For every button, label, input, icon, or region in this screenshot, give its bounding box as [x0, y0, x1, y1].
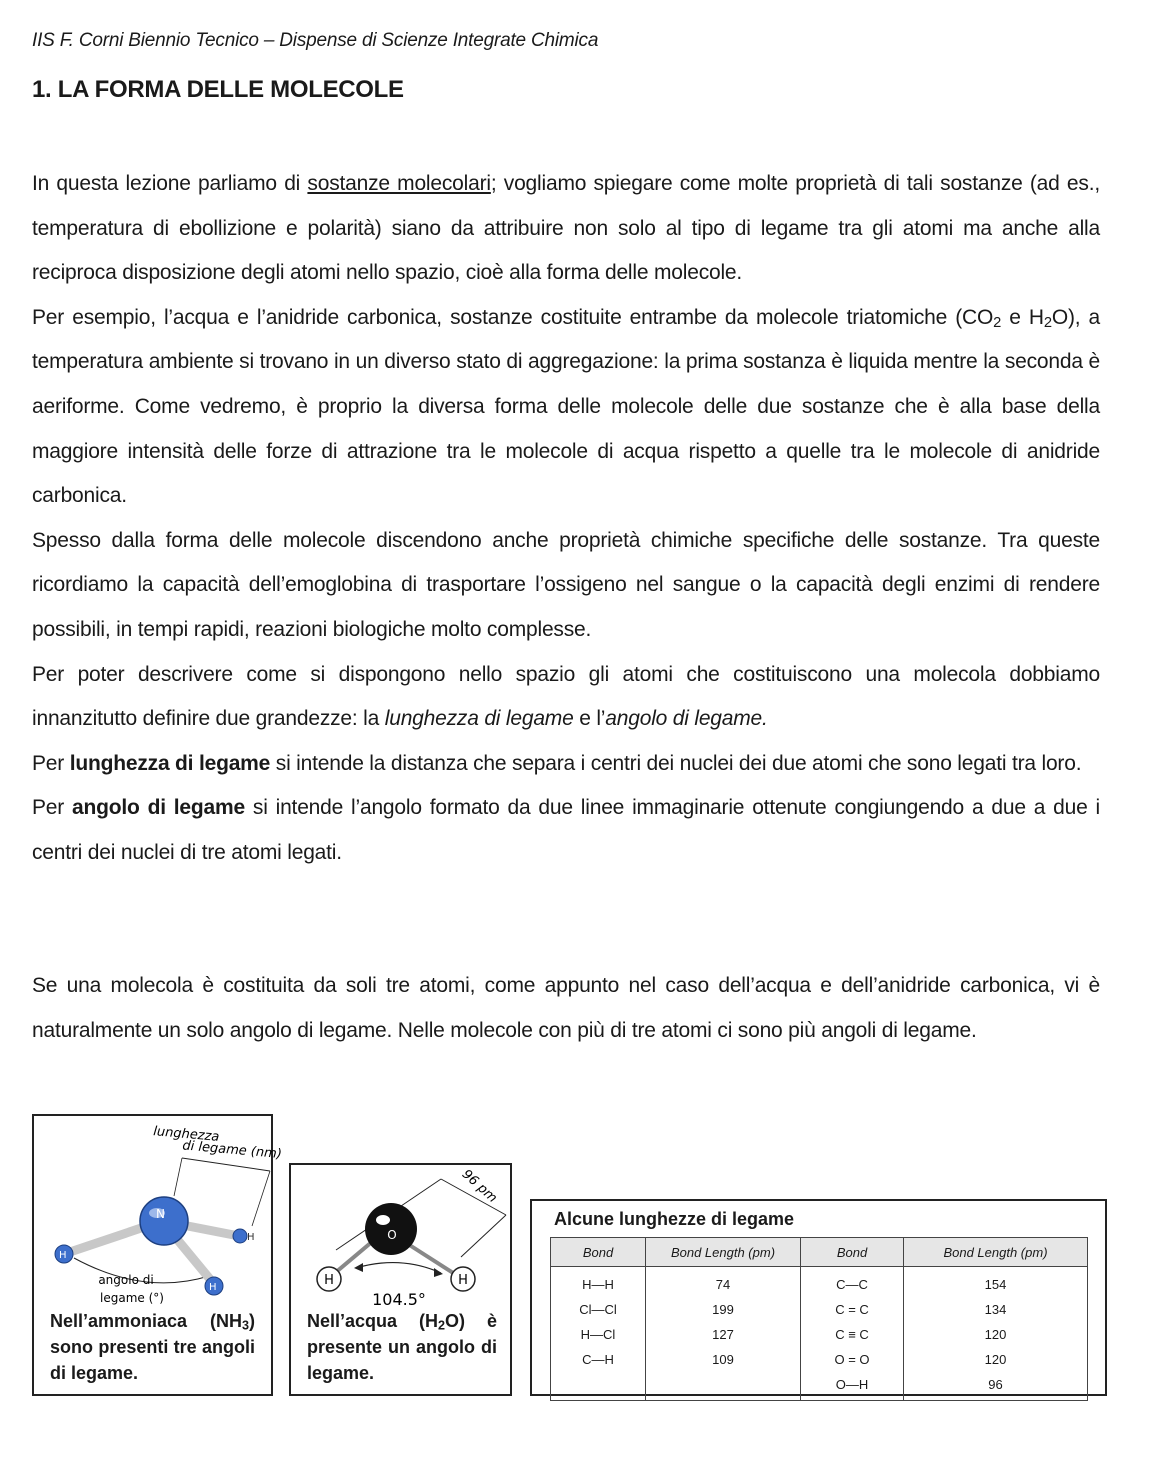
table-title: Alcune lunghezze di legame — [554, 1209, 795, 1229]
svg-text:N: N — [156, 1207, 165, 1221]
column-header: Bond Length (pm) — [904, 1238, 1088, 1267]
paragraph-intro: In questa lezione parliamo di sostanze molecolari; vogliamo spiegare come molte proprietà di tali sostanze (ad es., temperatura di ebollizione e polarità) siano da attribuire non solo al tipo di legame tra gli atomi ma anche alla reciproca disposizione degli atomi nello spazio, cioè alla forma delle molecole. — [32, 172, 1100, 285]
paragraph-definitions-intro: Per poter descrivere come si dispongono nello spazio gli atomi che costituiscono una molecola dobbiamo innanzitutto definire due grandezze: la lunghezza di legame e l’angolo di legame. — [32, 662, 1100, 731]
length-label-line1: lunghezza — [152, 1124, 220, 1145]
bond-length-table-panel — [530, 1199, 1107, 1396]
table-row: O—H 96 — [551, 1372, 1088, 1401]
body-text-block-1 — [32, 162, 1100, 876]
figure-ammonia — [32, 1114, 283, 1396]
column-header: Bond Length (pm) — [646, 1238, 801, 1267]
ammonia-diagram — [34, 1116, 283, 1316]
column-header: Bond — [551, 1238, 646, 1267]
bond-length-table — [550, 1237, 1088, 1401]
figure-water — [289, 1163, 512, 1396]
table-row: Cl—Cl 199 C = C 134 — [551, 1297, 1088, 1322]
angle-arc — [356, 1263, 441, 1273]
table-header-row — [551, 1238, 1088, 1267]
svg-text:O: O — [387, 1228, 397, 1242]
svg-text:H: H — [324, 1273, 334, 1288]
water-caption: Nell’acqua $(H_2O)$ è presente un angolo di legame. — [307, 1311, 497, 1383]
paragraph-bond-length: Per lunghezza di legame si intende la distanza che separa i centri dei nuclei dei due atomi che sono legati tra loro. — [32, 751, 1082, 775]
table-row: H—H 74 C—C 154 — [551, 1267, 1088, 1298]
bond-length-label: 96 pm — [458, 1166, 500, 1206]
ammonia-caption: Nell’ammoniaca $(NH_3)$ sono presenti tre angoli di legame. — [50, 1311, 255, 1383]
svg-text:H: H — [59, 1250, 67, 1261]
paragraph-triatomic: Se una molecola è costituita da soli tre atomi, come appunto nel caso dell’acqua e dell’anidride carbonica, vi è naturalmente un solo angolo di legame. Nelle molecole con più di tre atomi ci sono più angoli di legame. — [32, 974, 1100, 1042]
body-text-block-2 — [32, 964, 1100, 1053]
angle-label-line2: legame (°) — [100, 1291, 164, 1305]
nitrogen-atom — [140, 1197, 188, 1245]
underlined-term: sostanze molecolari — [307, 172, 491, 195]
section-title: 1. LA FORMA DELLE MOLECOLE — [32, 76, 404, 103]
column-header: Bond — [801, 1238, 904, 1267]
paragraph-bond-angle: Per angolo di legame si intende l’angolo formato da due linee immaginarie ottenute congiungendo a due a due i centri dei nuclei di tre atomi legati. — [32, 796, 1100, 864]
document-header: IIS F. Corni Biennio Tecnico – Dispense di Scienze Integrate Chimica — [32, 30, 599, 51]
svg-text:H: H — [458, 1273, 468, 1288]
table-row: C—H 109 O = O 120 — [551, 1347, 1088, 1372]
length-label-line2: di legame (nm) — [181, 1138, 283, 1163]
bond-angle-label: 104.5° — [372, 1290, 426, 1309]
svg-text:H: H — [209, 1282, 217, 1293]
paragraph-example: Per esempio, l’acqua e l’anidride carbonica, sostanze costituite entrambe da molecole triatomiche ($CO_2$ e $H_2O$), a temperatura ambiente si trovano in un diverso stato di aggregazione: la prima sostanza è liquida mentre la seconda è aeriforme. Come vedremo, è proprio la diversa forma delle molecole delle due sostanze che è alla base della maggiore intensità delle forze di attrazione tra le molecole di acqua rispetto a quelle tra le molecole di anidride carbonica. — [32, 305, 1101, 508]
paragraph-chemical-properties: Spesso dalla forma delle molecole discendono anche proprietà chimiche specifiche delle sostanze. Tra queste ricordiamo la capacità dell’emoglobina di trasportare l’ossigeno nel sangue o la capacità degli enzimi di rendere possibili, in tempi rapidi, reazioni biologiche molto complesse. — [32, 528, 1100, 641]
svg-text:H: H — [247, 1232, 255, 1243]
angle-label-line1: angolo di — [98, 1273, 154, 1287]
table-row: H—Cl 127 C ≡ C 120 — [551, 1322, 1088, 1347]
length-dimension-line — [182, 1158, 270, 1171]
hydrogen-atom — [233, 1229, 247, 1243]
water-diagram — [291, 1165, 510, 1315]
